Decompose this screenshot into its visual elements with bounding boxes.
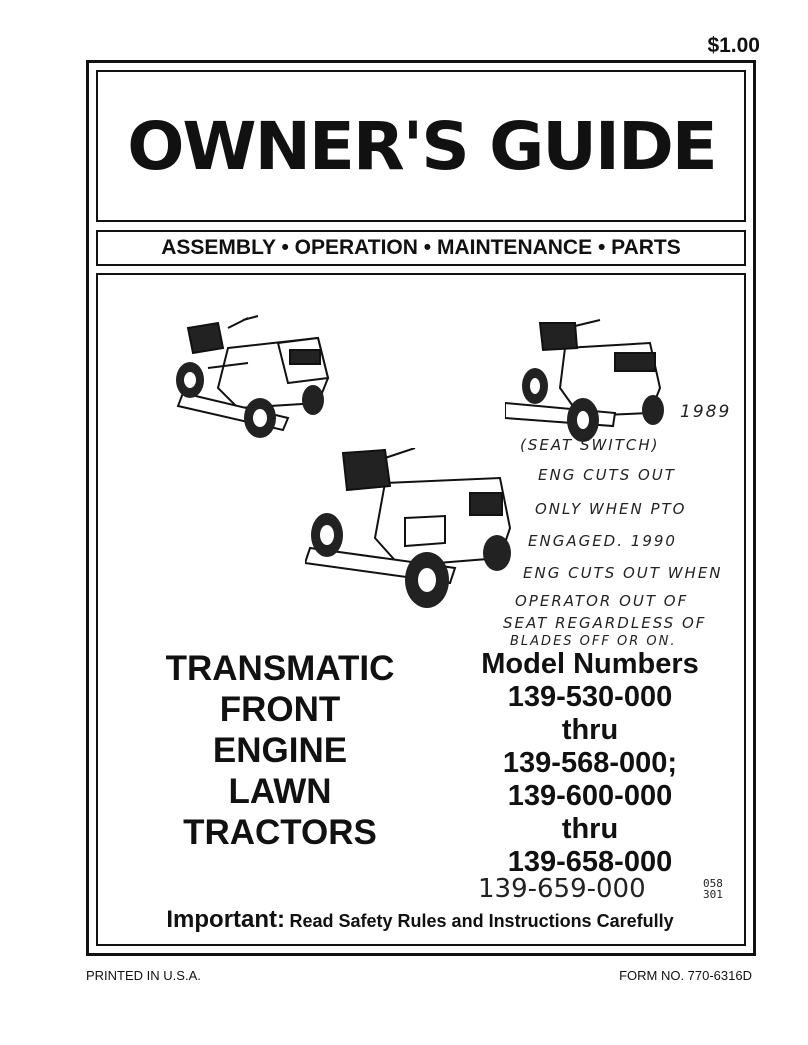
tractor-illustration-left bbox=[168, 308, 338, 438]
model-numbers bbox=[452, 648, 728, 879]
important-label: Important: bbox=[166, 906, 286, 933]
tractor-illustration-right bbox=[505, 318, 675, 448]
handwritten-model-number: 139-659-000 bbox=[478, 874, 646, 904]
product-line: ENGINE bbox=[212, 731, 348, 770]
printed-in-label: PRINTED IN U.S.A. bbox=[86, 968, 201, 983]
important-notice bbox=[100, 906, 740, 934]
handwritten-note: ENG CUTS OUT bbox=[538, 466, 676, 484]
model-number-line: thru bbox=[561, 813, 619, 845]
product-line: FRONT bbox=[219, 690, 341, 729]
product-line: TRACTORS bbox=[183, 813, 377, 852]
model-number-line: 139-568-000; bbox=[502, 747, 678, 779]
handwritten-note: ONLY WHEN PTO bbox=[535, 500, 687, 518]
model-numbers-title: Model Numbers bbox=[481, 648, 699, 680]
important-text: Read Safety Rules and Instructions Carefully bbox=[289, 911, 674, 931]
handwritten-suffix-line: 301 bbox=[703, 888, 723, 901]
handwritten-note: (SEAT SWITCH) bbox=[520, 436, 660, 454]
subtitle-box bbox=[96, 230, 746, 266]
product-line: TRANSMATIC bbox=[165, 649, 395, 688]
handwritten-note: ENG CUTS OUT WHEN bbox=[523, 564, 723, 582]
model-number-line: thru bbox=[561, 714, 619, 746]
price-label: $1.00 bbox=[707, 34, 760, 57]
model-number-line: 139-530-000 bbox=[507, 681, 673, 713]
model-number-line: 139-600-000 bbox=[507, 780, 673, 812]
tractor-illustration-center bbox=[305, 448, 520, 613]
handwritten-model-suffix bbox=[703, 878, 723, 900]
handwritten-suffix-line: 058 bbox=[703, 877, 723, 890]
product-lines bbox=[100, 648, 460, 853]
guide-subtitle: ASSEMBLY • OPERATION • MAINTENANCE • PARTS bbox=[161, 236, 681, 259]
model-number-line: 139-658-000 bbox=[507, 846, 673, 878]
title-box bbox=[96, 70, 746, 222]
product-line: LAWN bbox=[228, 772, 332, 811]
handwritten-note: BLADES OFF OR ON. bbox=[510, 634, 677, 649]
guide-title: OWNER'S GUIDE bbox=[126, 107, 716, 185]
form-number: FORM NO. 770-6316D bbox=[619, 968, 752, 983]
handwritten-note: 1989 bbox=[680, 402, 732, 422]
handwritten-note: ENGAGED. 1990 bbox=[528, 532, 677, 550]
handwritten-note: SEAT REGARDLESS OF bbox=[503, 614, 707, 632]
handwritten-note: OPERATOR OUT OF bbox=[515, 592, 689, 610]
